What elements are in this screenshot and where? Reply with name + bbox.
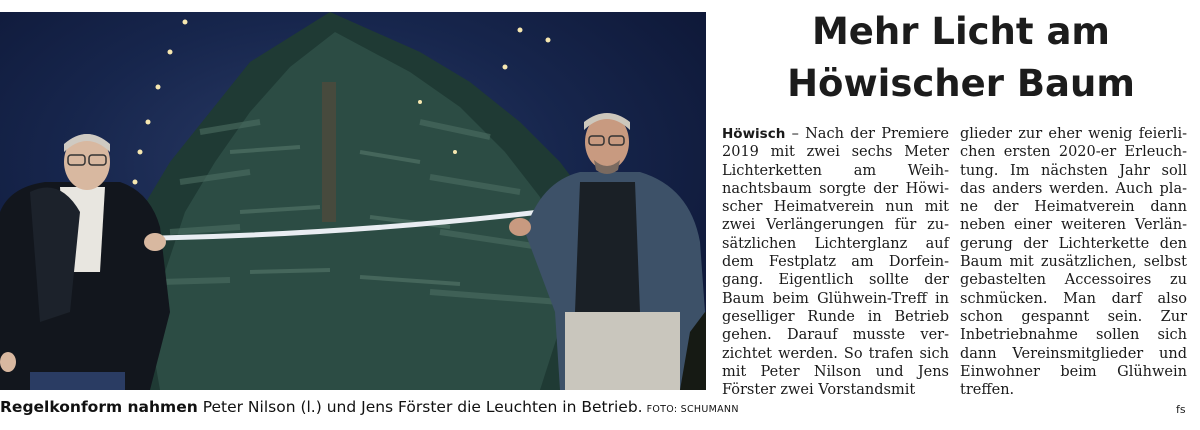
article-column-1: [722, 125, 949, 399]
photo-illustration: [0, 12, 706, 390]
dateline: Höwisch: [722, 126, 786, 142]
article-headline: [722, 6, 1200, 110]
headline-line-2: Höwischer Baum: [787, 62, 1135, 105]
body-text-col1: – Nach der Premiere 2019 mit zwei sechs Meter Lichterketten am Weihnachtsbaum sorgte der Höwischer Heimatverein nun mit zwei Verlängerungen für zusätzlichen Lichterglanz auf dem Festplatz am Dorfeingang. Eigentlich sollte der Baum beim Glühwein-Treff in geselliger Runde in Betrieb gehen. Darauf musste verzichtet werden. So trafen sich mit Peter Nilson und Jens Förster zwei Vorstandsmit: [722, 126, 949, 399]
photo-credit: FOTO: SCHUMANN: [646, 404, 739, 415]
photo-caption: [0, 397, 739, 420]
headline-line-1: Mehr Licht am: [811, 10, 1110, 53]
christmas-tree: [110, 12, 610, 390]
caption-text: Peter Nilson (l.) und Jens Förster die Leuchten in Betrieb.: [197, 398, 643, 416]
person-left: [0, 134, 170, 390]
caption-lead: Regelkonform nahmen: [0, 398, 198, 416]
article-photo: [0, 12, 706, 390]
body-text-col2: glieder zur eher wenig feierlichen ersten 2020-er Erleuchtung. Im nächsten Jahr soll das anders werden. Auch plane der Heimatverein dann neben einer weiteren Verlängerung der Lichterkette den Baum mit zusätzlichen, selbst gebastelten Accessoires zu schmücken. Man darf also schon gespannt sein. Zur Inbetriebnahme sollen sich dann Vereinsmitglieder und Einwohner beim Glühwein treffen.: [960, 126, 1187, 399]
author-initials: fs: [1176, 403, 1186, 416]
article-column-2: [960, 125, 1187, 399]
